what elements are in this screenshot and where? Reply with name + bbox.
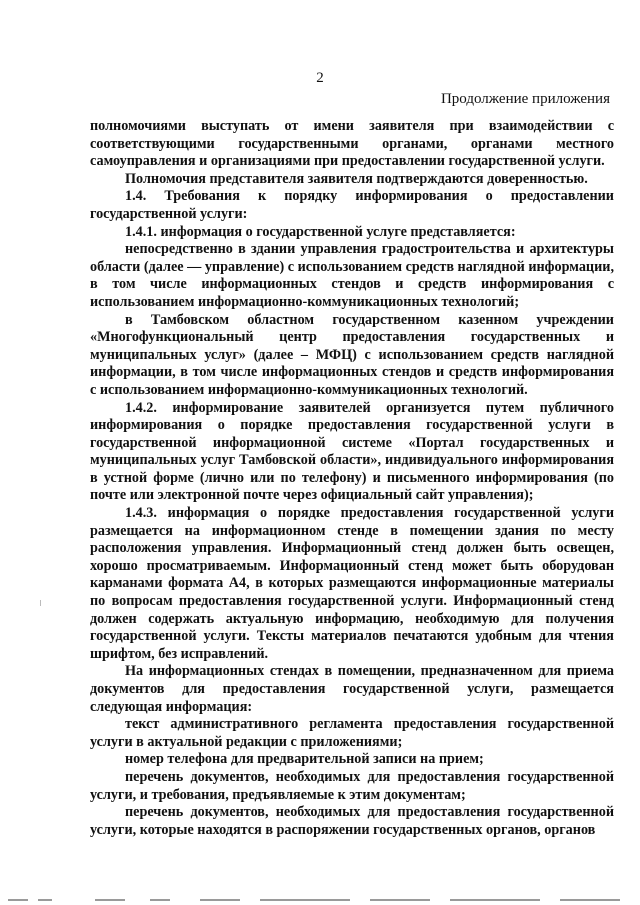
- paragraph-section-1-4-2: 1.4.2. информирование заявителей организуется путем публичного информирования о порядке предоставления государственной услуги в государственной информационной системе «Портал государственных и муниципальных услуг Тамбовской области», индивидуального информирования в устной форме (лично или по телефону) и письменного информирования (по почте или электронной почте через официальный сайт управления);: [90, 399, 614, 504]
- paragraph-info-stands: На информационных стендах в помещении, предназначенном для приема документов для предоставления государственной услуги, размещается следующая информация:: [90, 663, 614, 715]
- paragraph-section-1-4-1: 1.4.1. информация о государственной услуге представляется:: [125, 223, 516, 240]
- list-item-regulation-text: текст административного регламента предоставления государственной услуги в актуальной редакции с приложениями;: [90, 716, 614, 750]
- paragraph-mfc: в Тамбовском областном государственном казенном учреждении «Многофункциональный центр предоставления государственных и муниципальных услуг» (далее – МФЦ) с использованием средств наглядной информации, в том числе информационных стендов и средств информирования с использованием информационно-коммуникационных технологий.: [90, 311, 614, 398]
- list-item-documents-required: перечень документов, необходимых для предоставления государственной услуги, и требования, предъявляемые к этим документам;: [90, 768, 614, 803]
- list-item-documents-held-by-agencies: перечень документов, необходимых для предоставления государственной услуги, которые находятся в распоряжении государственных органов, органов: [90, 804, 614, 838]
- list-item-phone-number: номер телефона для предварительной записи на прием;: [125, 751, 484, 768]
- paragraph-management-building: непосредственно в здании управления градостроительства и архитектуры области (далее — управление) с использованием средств наглядной информации, в том числе информационных стендов и средств информирования с использованием информационно-коммуникационных технологий;: [90, 241, 614, 310]
- scan-edge-marks: [0, 895, 640, 901]
- page-number: 2: [316, 70, 324, 86]
- paragraph-representative-powers: полномочиями выступать от имени заявителя при взаимодействии с соответствующими государственными органами, органами местного самоуправления и организациями при предоставлении государственной услуги.: [90, 118, 614, 170]
- scan-speck: [40, 600, 41, 606]
- paragraph-power-of-attorney: Полномочия представителя заявителя подтверждаются доверенностью.: [125, 170, 588, 187]
- document-body: [90, 118, 614, 839]
- continuation-label: Продолжение приложения: [440, 91, 610, 107]
- paragraph-section-1-4-3: 1.4.3. информация о порядке предоставления государственной услуги размещается на информационном стенде в помещении здания по месту расположения управления. Информационный стенд должен быть освещен, хорошо просматриваемым. Информационный стенд может быть оборудован карманами формата А4, в которых размещаются информационные материалы по вопросам предоставления государственной услуги. Информационный стенд должен содержать актуальную информацию, необходимую для получения государственной услуги. Тексты материалов печатаются удобным для чтения шрифтом, без исправлений.: [90, 505, 614, 662]
- paragraph-section-1-4: 1.4. Требования к порядку информирования о предоставлении государственной услуги:: [90, 188, 614, 222]
